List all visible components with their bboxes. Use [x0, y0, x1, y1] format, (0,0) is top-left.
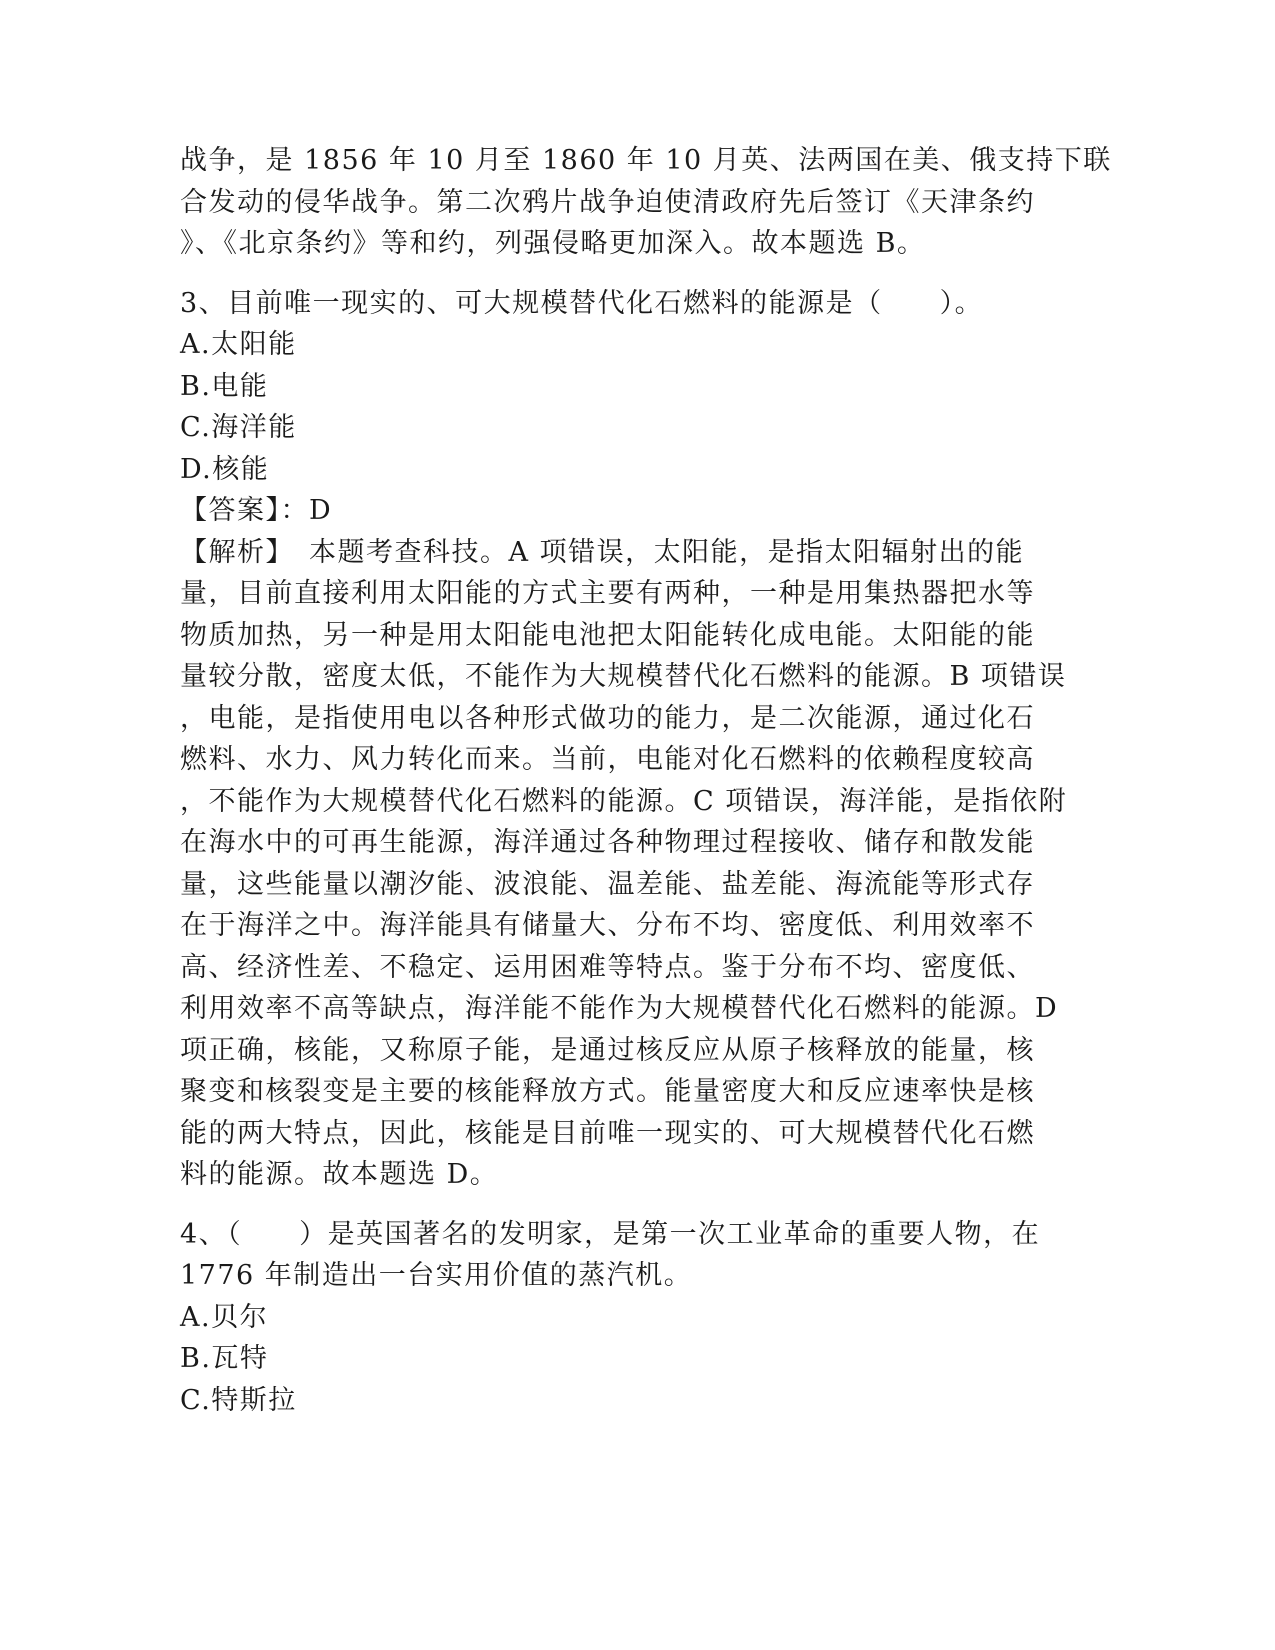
option-c: C.海洋能: [180, 412, 297, 443]
option-b: B.瓦特: [180, 1343, 269, 1374]
question-3: [180, 283, 1068, 1196]
explanation-line: 合发动的侵华战争。第二次鸦片战争迫使清政府先后签订《天津条约: [180, 186, 1035, 218]
spacer: [180, 265, 1040, 283]
explanation-line: 【解析】 本题考查科技。A 项错误，太阳能，是指太阳辐射出的能: [180, 536, 1025, 568]
document-page: [180, 140, 1112, 1421]
question-stem: 3、目前唯一现实的、可大规模替代化石燃料的能源是（ ）。: [180, 287, 984, 319]
explanation-line: 高、经济性差、不稳定、运用困难等特点。鉴于分布不均、密度低、: [180, 951, 1035, 983]
explanation-line: 利用效率不高等缺点，海洋能不能作为大规模替代化石燃料的能源。D: [180, 993, 1059, 1024]
option-b: B.电能: [180, 370, 269, 402]
explanation-line: 聚变和核裂变是主要的核能释放方式。能量密度大和反应速率快是核: [180, 1076, 1035, 1107]
question-4: [180, 1214, 1040, 1422]
option-a: A.贝尔: [180, 1301, 269, 1333]
explanation-line: 量，目前直接利用太阳能的方式主要有两种，一种是用集热器把水等: [180, 578, 1035, 609]
explanation-line: 量较分散，密度太低，不能作为大规模替代化石燃料的能源。B 项错误: [180, 661, 1067, 692]
explanation-line: 》、《北京条约》等和约，列强侵略更加深入。故本题选 B。: [180, 228, 926, 259]
explanation-line: 物质加热，另一种是用太阳能电池把太阳能转化成电能。太阳能的能: [180, 619, 1035, 651]
explanation-line: 燃料、水力、风力转化而来。当前，电能对化石燃料的依赖程度较高: [180, 744, 1035, 775]
option-d: D.核能: [180, 453, 270, 485]
answer-line: 【答案】：D: [180, 495, 333, 526]
option-a: A.太阳能: [180, 329, 297, 360]
explanation-line: ，不能作为大规模替代化石燃料的能源。C 项错误，海洋能，是指依附: [180, 785, 1068, 817]
previous-explanation: [180, 140, 1112, 265]
spacer: [180, 1196, 1040, 1214]
option-c: C.特斯拉: [180, 1384, 297, 1416]
explanation-line: 战争，是 1856 年 10 月至 1860 年 10 月英、法两国在美、俄支持下联: [180, 145, 1112, 176]
explanation-line: 能的两大特点，因此，核能是目前唯一现实的、可大规模替代化石燃: [180, 1117, 1035, 1149]
explanation-line: 在海水中的可再生能源，海洋通过各种物理过程接收、储存和散发能: [180, 827, 1035, 858]
explanation-line: 项正确，核能，又称原子能，是通过核反应从原子核释放的能量，核: [180, 1034, 1035, 1066]
explanation-line: 在于海洋之中。海洋能具有储量大、分布不均、密度低、利用效率不: [180, 910, 1035, 941]
explanation-line: 量，这些能量以潮汐能、波浪能、温差能、盐差能、海流能等形式存: [180, 868, 1035, 900]
question-stem: 1776 年制造出一台实用价值的蒸汽机。: [180, 1260, 693, 1291]
explanation-line: ，电能，是指使用电以各种形式做功的能力，是二次能源，通过化石: [180, 702, 1035, 734]
question-stem: 4、（ ）是英国著名的发明家，是第一次工业革命的重要人物，在: [180, 1218, 1041, 1250]
explanation-line: 料的能源。故本题选 D。: [180, 1159, 499, 1190]
